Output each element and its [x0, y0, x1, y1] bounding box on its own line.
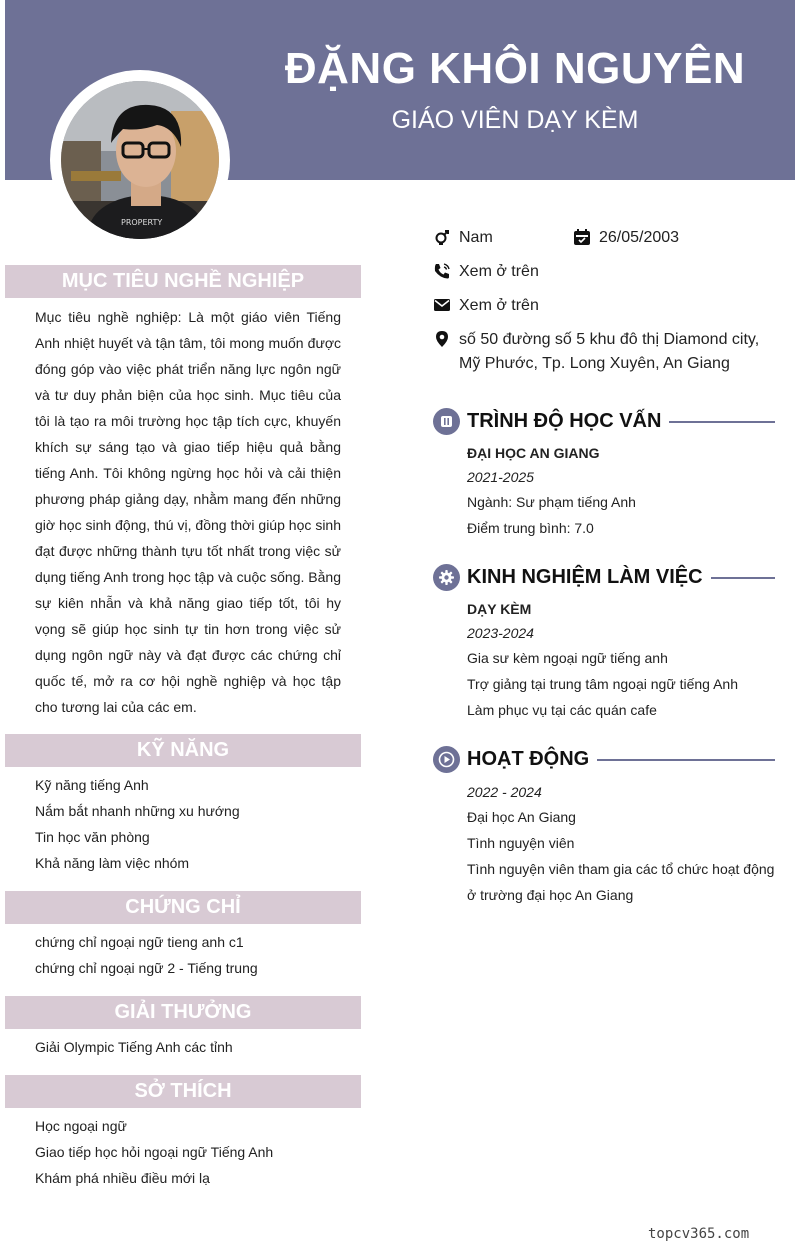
skills-list: [35, 772, 355, 876]
activities-title: HOẠT ĐỘNG: [467, 747, 590, 770]
list-item: Kỹ năng tiếng Anh: [35, 777, 149, 793]
phone-icon: [433, 262, 451, 280]
divider: [597, 759, 775, 761]
activities-line: ở trường đại học An Giang: [467, 887, 634, 903]
list-item: Giao tiếp học hỏi ngoại ngữ Tiếng Anh: [35, 1144, 274, 1160]
experience-line: Làm phục vụ tại các quán cafe: [467, 702, 657, 718]
awards-title: GIẢI THƯỞNG: [5, 996, 361, 1029]
experience-line: Trợ giảng tại trung tâm ngoại ngữ tiếng Anh: [467, 676, 738, 692]
activities-entry: [467, 780, 787, 908]
divider: [711, 577, 775, 579]
map-pin-icon: [433, 330, 451, 348]
email-row: [433, 294, 539, 318]
avatar-photo: [61, 81, 219, 239]
list-item: Học ngoại ngữ: [35, 1118, 127, 1134]
email-value: Xem ở trên: [459, 297, 539, 314]
education-title: TRÌNH ĐỘ HỌC VẤN: [467, 409, 662, 432]
skills-title: KỸ NĂNG: [5, 734, 361, 767]
school-name: ĐẠI HỌC AN GIANG: [467, 445, 600, 461]
education-entry: [467, 441, 787, 541]
experience-line: Gia sư kèm ngoại ngữ tiếng anh: [467, 650, 668, 666]
activities-period: 2022 - 2024: [467, 784, 542, 800]
experience-heading: [433, 563, 775, 591]
activities-line: Tình nguyện viên tham gia các tổ chức hoạt động: [467, 861, 775, 877]
gear-icon: [433, 564, 460, 591]
list-item: Giải Olympic Tiếng Anh các tỉnh: [35, 1039, 233, 1055]
awards-list: [35, 1034, 355, 1060]
list-item: Khám phá nhiều điều mới lạ: [35, 1170, 210, 1186]
list-item: Nắm bắt nhanh những xu hướng: [35, 803, 240, 819]
hobbies-list: [35, 1113, 355, 1191]
calendar-icon: [573, 228, 591, 246]
education-heading: [433, 407, 775, 435]
candidate-name: ĐẶNG KHÔI NGUYÊN: [284, 44, 746, 93]
experience-entry: [467, 597, 787, 723]
objective-title: MỤC TIÊU NGHỀ NGHIỆP: [5, 265, 361, 298]
objective-text: Mục tiêu nghề nghiệp: Là một giáo viên Tiếng Anh nhiệt huyết và tận tâm, tôi mong muốn được đóng góp vào việc phát triển năng lực ngôn ngữ và tư duy phản biện của học sinh. Mục tiêu của tôi là tạo ra môi trường học tập tích cực, khuyến khích sự sáng tạo và giao tiếp hiệu quả bằng tiếng Anh. Tôi không ngừng học hỏi và cải thiện phương pháp giảng dạy, nhằm mang đến những giờ học sinh động, thú vị, đồng thời giúp học sinh đạt được những thành tựu tốt nhất trong việc sử dụng tiếng Anh trong học tập và cuộc sống. Bằng sự kiên nhẫn và khả năng giao tiếp tốt, tôi hy vọng sẽ giúp học sinh tự tin hơn trong việc sử dụng ngôn ngữ này và đạt được các chứng chỉ quốc tế, mở ra cơ hội nghề nghiệp và học tập cho tương lai của các em.: [35, 309, 341, 715]
avatar: [61, 81, 219, 239]
gender-row: [433, 226, 493, 250]
envelope-icon: [433, 296, 451, 314]
education-period: 2021-2025: [467, 469, 534, 485]
activities-line: Đại học An Giang: [467, 809, 576, 825]
certificates-list: [35, 929, 355, 981]
job-title: GIÁO VIÊN DẠY KÈM: [391, 106, 639, 134]
certificates-title: CHỨNG CHỈ: [5, 891, 361, 924]
hobbies-title: SỞ THÍCH: [5, 1075, 361, 1108]
education-line: Điểm trung bình: 7.0: [467, 520, 594, 536]
phone-value: Xem ở trên: [459, 263, 539, 280]
company-name: DẠY KÈM: [467, 601, 532, 617]
birthday-row: [573, 226, 679, 250]
activities-line: Tình nguyện viên: [467, 835, 575, 851]
experience-title: KINH NGHIỆM LÀM VIỆC: [467, 565, 703, 588]
experience-period: 2023-2024: [467, 625, 534, 641]
birthday-value: 26/05/2003: [599, 229, 680, 246]
svg-text:PROPERTY: PROPERTY: [121, 218, 163, 227]
gender-value: Nam: [459, 229, 493, 246]
list-item: Tin học văn phòng: [35, 829, 150, 845]
phone-row: [433, 260, 539, 284]
book-icon: [433, 408, 460, 435]
gender-icon: [433, 228, 451, 246]
list-item: chứng chỉ ngoại ngữ 2 - Tiếng trung: [35, 960, 258, 976]
divider: [669, 421, 775, 423]
education-line: Ngành: Sư phạm tiếng Anh: [467, 494, 636, 510]
list-item: chứng chỉ ngoại ngữ tieng anh c1: [35, 934, 244, 950]
play-icon: [433, 746, 460, 773]
address-row: [433, 328, 773, 376]
address-value: số 50 đường số 5 khu đô thị Diamond city, Mỹ Phước, Tp. Long Xuyên, An Giang: [459, 331, 760, 372]
activities-heading: [433, 745, 775, 773]
list-item: Khả năng làm việc nhóm: [35, 855, 190, 871]
watermark: topcv365.com: [648, 1226, 750, 1242]
